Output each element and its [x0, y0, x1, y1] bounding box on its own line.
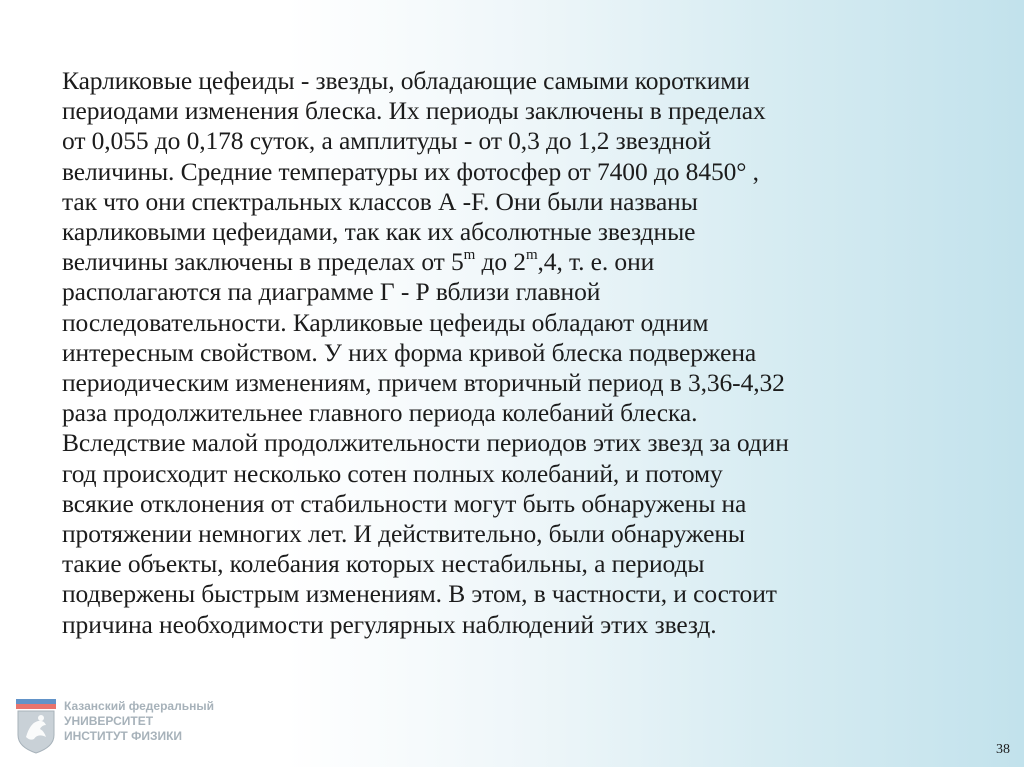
- text-line: интересным свойством. У них форма кривой блеска подвержена: [62, 337, 757, 367]
- text-line: карликовыми цефеидами, так как их абсолютные звездные: [62, 217, 696, 247]
- text-line: периодами изменения блеска. Их периоды заключены в пределах: [62, 96, 766, 126]
- text-line: подвержены быстрым изменениям. В этом, в частности, и состоит: [62, 579, 777, 609]
- logo-line-university: УНИВЕРСИТЕТ: [64, 714, 154, 728]
- text-line: последовательности. Карликовые цефеиды обладают одним: [62, 307, 709, 337]
- text-line: протяжении немногих лет. И действительно, были обнаружены: [62, 519, 745, 549]
- text-line: величины. Средние температуры их фотосфер от 7400 до 8450° ,: [62, 156, 759, 186]
- logo-text: [64, 699, 214, 744]
- text-line: от 0,055 до 0,178 суток, а амплитуды - от 0,3 до 1,2 звездной: [62, 126, 712, 156]
- university-logo: [14, 697, 274, 757]
- superscript-m: m: [463, 246, 476, 263]
- text-line: всякие отклонения от стабильности могут быть обнаружены на: [62, 488, 747, 518]
- superscript-m: m: [525, 246, 538, 263]
- logo-line-university-name: Казанский федеральный: [64, 699, 214, 713]
- text-line: так что они спектральных классов А -F. Они были названы: [62, 186, 698, 216]
- text-segment: до 2: [475, 247, 526, 277]
- kfu-emblem-icon: [14, 697, 58, 755]
- text-line-with-superscripts: [62, 247, 992, 277]
- page-number: 38: [996, 742, 1010, 757]
- text-line: причина необходимости регулярных наблюдений этих звезд.: [62, 609, 717, 639]
- text-segment: ,4, т. е. они: [537, 247, 655, 277]
- slide-body-text: [62, 66, 992, 640]
- text-line: такие объекты, колебания которых нестабильны, а периоды: [62, 549, 705, 579]
- text-line: год происходит несколько сотен полных колебаний, и потому: [62, 458, 723, 488]
- text-line: Вследствие малой продолжительности периодов этих звезд за один: [62, 428, 789, 458]
- logo-line-institute: ИНСТИТУТ ФИЗИКИ: [64, 729, 183, 743]
- text-line: Карликовые цефеиды - звезды, обладающие самыми короткими: [62, 66, 750, 95]
- text-line: раза продолжительнее главного периода колебаний блеска.: [62, 398, 698, 428]
- text-segment: величины заключены в пределах от 5: [62, 247, 464, 277]
- text-line: располагаются па диаграмме Г - Р вблизи главной: [62, 277, 601, 307]
- text-line: периодическим изменениям, причем вторичный период в 3,36-4,32: [62, 368, 785, 398]
